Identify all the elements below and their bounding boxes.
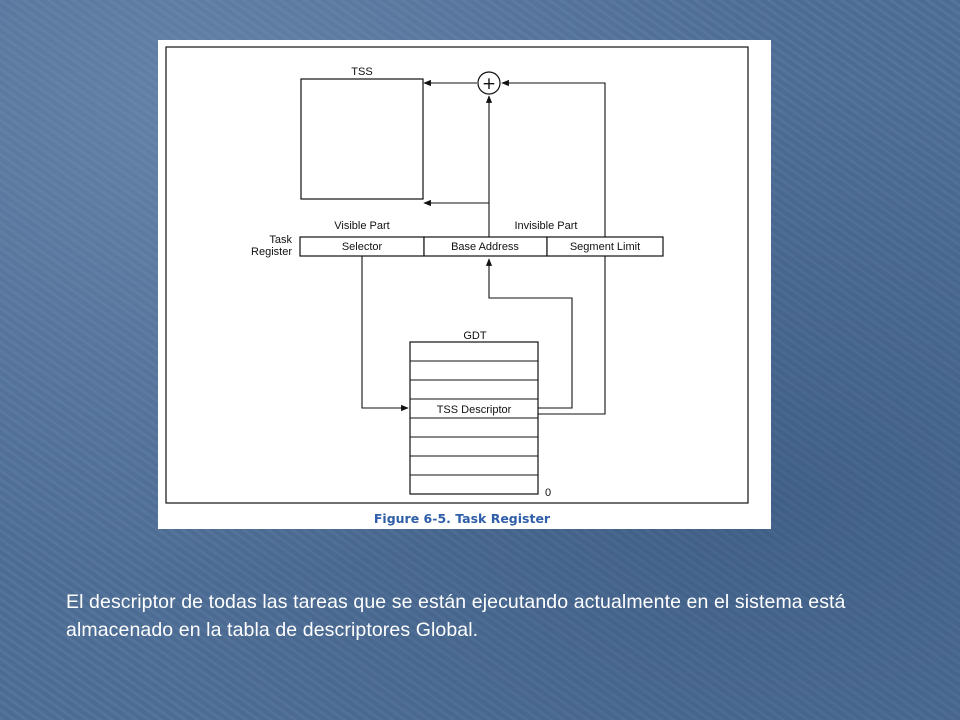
invisible-part-label: Invisible Part [514,220,578,232]
task-register-label-line1: Task [269,234,292,246]
tss-descriptor-label: TSS Descriptor [436,404,512,416]
gdt-index-zero: 0 [545,487,552,499]
gdt-table [410,342,538,494]
base-address-label: Base Address [451,241,519,253]
selector-to-descriptor-arrow [362,256,408,408]
tss-label: TSS [351,66,373,78]
task-register-figure [158,40,771,529]
task-register-diagram [158,40,771,529]
slide-body-text: El descriptor de todas las tareas que se están ejecutando actualmente en el sistema está almacenado en la tabla de descriptores Global. [66,591,846,641]
segment-limit-label: Segment Limit [569,241,641,253]
adder-plus-icon: + [481,74,497,94]
task-register-label-line2: Register [251,246,292,258]
visible-part-label: Visible Part [334,220,390,232]
tss-block [301,79,423,199]
limit-to-adder-arrow [502,83,605,237]
selector-label: Selector [341,241,383,253]
gdt-label: GDT [463,330,487,342]
figure-caption: Figure 6-5. Task Register [373,511,551,526]
